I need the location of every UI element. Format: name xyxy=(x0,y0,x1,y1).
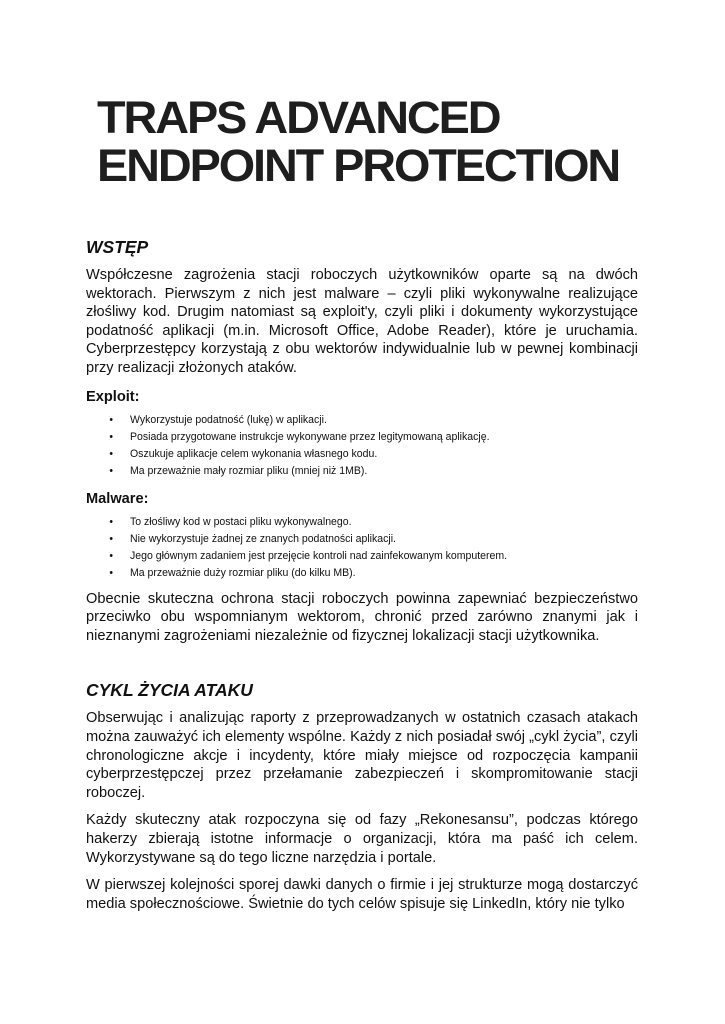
list-item: • Ma przeważnie duży rozmiar pliku (do kilku MB). xyxy=(130,565,608,582)
section-heading-lifecycle: CYKL ŻYCIA ATAKU xyxy=(86,680,253,701)
bullet-icon: • xyxy=(109,515,113,528)
list-item: • To złośliwy kod w postaci pliku wykonywalnego. xyxy=(130,514,608,531)
malware-list xyxy=(86,514,638,582)
bullet-icon: • xyxy=(109,413,113,426)
bullet-icon: • xyxy=(109,430,113,443)
document-title xyxy=(97,94,619,190)
list-item: • Posiada przygotowane instrukcje wykonywane przez legitymowaną aplikację. xyxy=(130,429,608,446)
bullet-icon: • xyxy=(109,447,113,460)
lifecycle-paragraph-2: Każdy skuteczny atak rozpoczyna się od fazy „Rekonesansu”, podczas którego hakerzy zbierają istotne informacje o organizacji, która ma paść ich celem. Wykorzystywane są do tego liczne narzędzia i portale. xyxy=(86,812,638,866)
lifecycle-paragraph-1: Obserwując i analizując raporty z przeprowadzanych w ostatnich czasach atakach można zauważyć ich elementy wspólne. Każdy z nich posiadał swój „cykl życia”, czyli chronologiczne akcje i incydenty, które miały miejsce od rozpoczęcia kampanii cyberprzestępczej przez przełamanie zabezpieczeń i skompromitowanie stacji roboczej. xyxy=(86,710,638,801)
list-item: • Oszukuje aplikacje celem wykonania własnego kodu. xyxy=(130,446,608,463)
intro-paragraph-1: Współczesne zagrożenia stacji roboczych użytkowników oparte są na dwóch wektorach. Pierwszym z nich jest malware – czyli pliki wykonywalne realizujące złośliwy kod. Drugim natomiast są exploit'y, czyli pliki i dokumenty wykorzystujące podatność aplikacji (m.in. Microsoft Office, Adobe Reader), które je uruchamia. Cyberprzestępcy korzystają z obu wektorów indywidualnie lub w pewnej kombinacji przy realizacji złożonych ataków. xyxy=(86,267,638,376)
title-line-1: TRAPS ADVANCED xyxy=(97,92,500,143)
document-body xyxy=(86,236,638,922)
bullet-icon: • xyxy=(109,532,113,545)
intro-paragraph-2: Obecnie skuteczna ochrona stacji roboczych powinna zapewniać bezpieczeństwo przeciwko obu wspomnianym wektorom, chronić przed zarówno znanymi jak i nieznanymi zagrożeniami niezależnie od fizycznej lokalizacji stacji użytkownika. xyxy=(86,590,638,644)
section-heading-intro: WSTĘP xyxy=(86,237,149,257)
malware-label: Malware: xyxy=(86,490,149,507)
list-item: • Nie wykorzystuje żadnej ze znanych podatności aplikacji. xyxy=(130,531,608,548)
bullet-icon: • xyxy=(109,566,113,579)
list-item: • Jego głównym zadaniem jest przejęcie kontroli nad zainfekowanym komputerem. xyxy=(130,548,608,565)
exploit-label: Exploit: xyxy=(86,388,140,405)
bullet-icon: • xyxy=(109,464,113,477)
bullet-icon: • xyxy=(109,549,113,562)
list-item: • Wykorzystuje podatność (lukę) w aplikacji. xyxy=(130,412,608,429)
title-line-2: ENDPOINT PROTECTION xyxy=(97,140,620,191)
lifecycle-paragraph-3: W pierwszej kolejności sporej dawki danych o firmie i jej strukturze mogą dostarczyć media społecznościowe. Świetnie do tych celów spisuje się LinkedIn, który nie tylko xyxy=(86,877,638,912)
exploit-list xyxy=(86,412,638,480)
list-item: • Ma przeważnie mały rozmiar pliku (mniej niż 1MB). xyxy=(130,463,608,480)
